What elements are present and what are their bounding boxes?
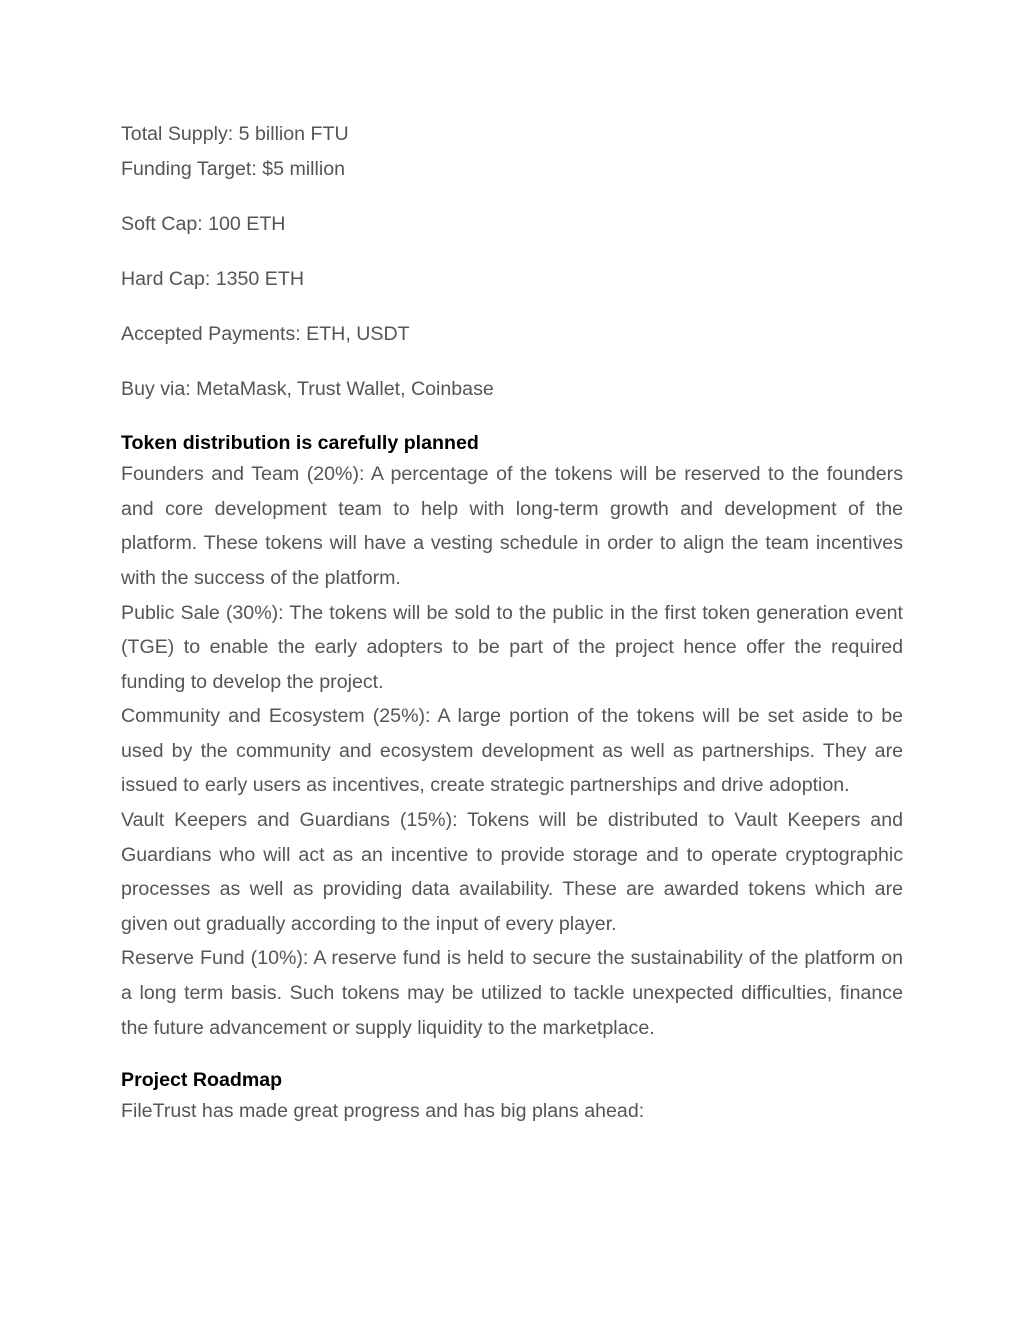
distribution-paragraph-community: Community and Ecosystem (25%): A large portion of the tokens will be set aside to be used by the community and ecosystem development as well as partnerships. They are issued to early users as incentives, create strategic partnerships and drive adoption.	[121, 705, 903, 797]
funding-target-line: Funding Target: $5 million	[121, 157, 346, 180]
accepted-payments-line: Accepted Payments: ETH, USDT	[121, 322, 410, 345]
roadmap-heading: Project Roadmap	[121, 1069, 283, 1092]
total-supply-line: Total Supply: 5 billion FTU	[121, 123, 349, 145]
buy-via-line: Buy via: MetaMask, Trust Wallet, Coinbase	[121, 377, 494, 400]
distribution-paragraph-reserve-fund: Reserve Fund (10%): A reserve fund is held to secure the sustainability of the platform on a long term basis. Such tokens may be utilized to tackle unexpected difficulties, finance the future advancement or supply liquidity to the marketplace.	[121, 947, 903, 1039]
distribution-paragraph-public-sale: Public Sale (30%): The tokens will be sold to the public in the first token generation event (TGE) to enable the early adopters to be part of the project hence offer the required funding to develop the project.	[121, 601, 903, 693]
soft-cap-line: Soft Cap: 100 ETH	[121, 212, 286, 235]
hard-cap-line: Hard Cap: 1350 ETH	[121, 267, 304, 290]
roadmap-intro: FileTrust has made great progress and has big plans ahead:	[121, 1100, 645, 1123]
document-page	[121, 117, 903, 1129]
distribution-heading: Token distribution is carefully planned	[121, 432, 479, 455]
distribution-paragraph-vault-keepers: Vault Keepers and Guardians (15%): Tokens will be distributed to Vault Keepers and Guardians who will act as an incentive to provide storage and to operate cryptographic processes as well as providing data availability. These are awarded tokens which are given out gradually according to the input of every player.	[121, 809, 903, 935]
distribution-paragraph-founders: Founders and Team (20%): A percentage of the tokens will be reserved to the founders and core development team to help with long-term growth and development of the platform. These tokens will have a vesting schedule in order to align the team incentives with the success of the platform.	[121, 463, 903, 589]
